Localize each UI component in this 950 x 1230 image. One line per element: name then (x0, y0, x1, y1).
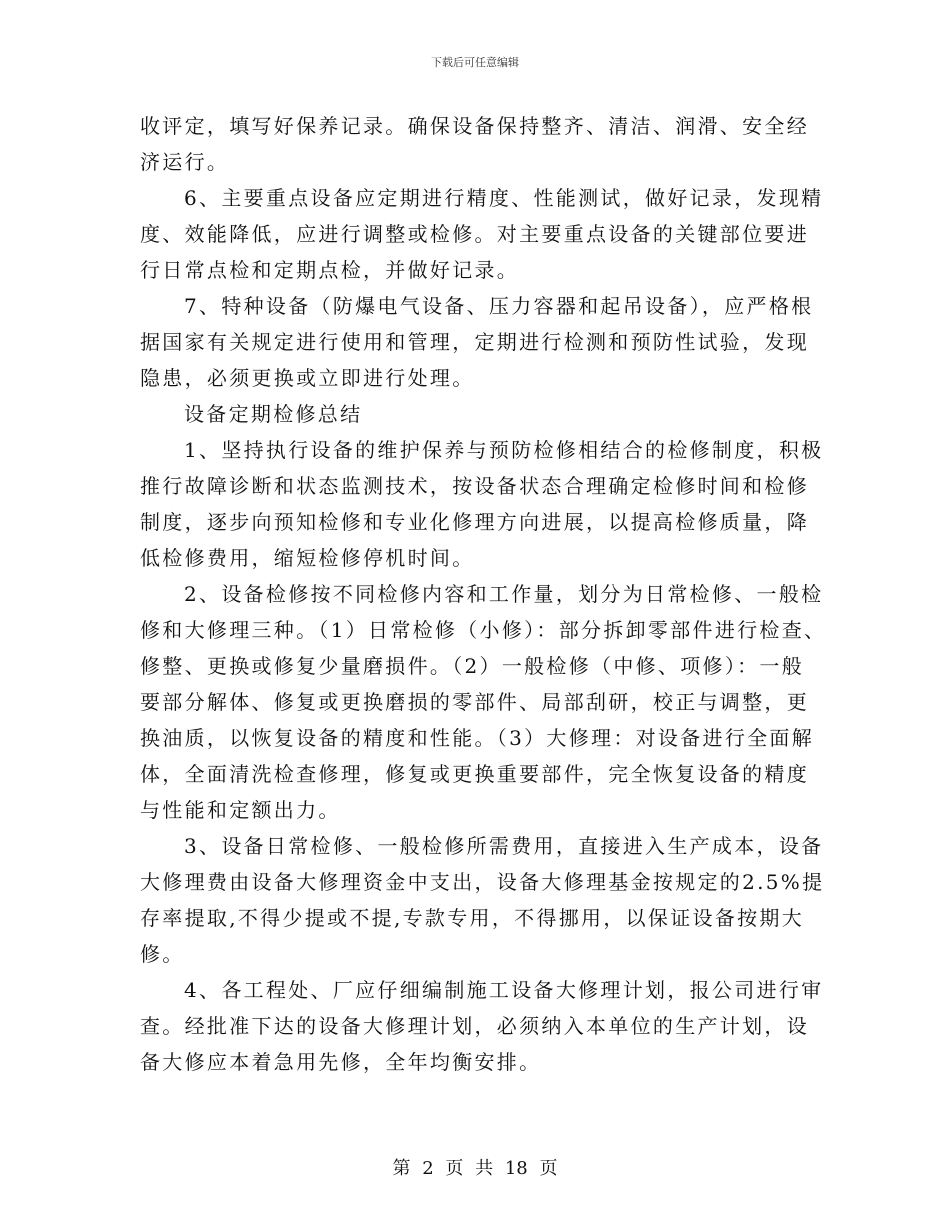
text-line: 修整、更换或修复少量磨损件。（2）一般检修（中修、项修）：一般 (140, 654, 805, 678)
page-number-footer: 第 2 页 共 18 页 (392, 1158, 558, 1179)
text-line: 要部分解体、修复或更换磨损的零部件、局部刮研，校正与调整，更 (140, 690, 809, 714)
text-line: 据国家有关规定进行使用和管理，定期进行检测和预防性试验，发现 (140, 330, 809, 354)
text-line: 2、设备检修按不同检修内容和工作量，划分为日常检修、一般检 (184, 582, 824, 606)
text-line: 换油质，以恢复设备的精度和性能。（3）大修理：对设备进行全面解 (140, 726, 815, 750)
text-line: 1、坚持执行设备的维护保养与预防检修相结合的检修制度，积极 (184, 438, 824, 462)
document-body (140, 108, 827, 1080)
text-line: 3、设备日常检修、一般检修所需费用，直接进入生产成本，设备 (184, 834, 824, 858)
text-line: 7、特种设备（防爆电气设备、压力容器和起吊设备），应严格根 (184, 294, 814, 318)
text-line: 制度，逐步向预知检修和专业化修理方向进展，以提高检修质量，降 (140, 510, 809, 534)
text-line: 修和大修理三种。（1）日常检修（小修）：部分拆卸零部件进行检查、 (140, 618, 827, 642)
text-line: 隐患，必须更换或立即进行处理。 (140, 366, 475, 390)
text-line: 修。 (140, 942, 185, 966)
text-line: 度、效能降低，应进行调整或检修。对主要重点设备的关键部位要进 (140, 222, 809, 246)
text-line: 设备定期检修总结 (184, 402, 363, 426)
text-line: 济运行。 (140, 150, 230, 174)
text-line: 4、各工程处、厂应仔细编制施工设备大修理计划，报公司进行审 (184, 978, 824, 1002)
text-line: 备大修应本着急用先修，全年均衡安排。 (140, 1050, 542, 1074)
text-line: 收评定，填写好保养记录。确保设备保持整齐、清洁、润滑、安全经 (140, 114, 809, 138)
text-line: 行日常点检和定期点检，并做好记录。 (140, 258, 520, 282)
text-line: 6、主要重点设备应定期进行精度、性能测试，做好记录，发现精 (184, 186, 824, 210)
text-line: 体，全面清洗检查修理，修复或更换重要部件，完全恢复设备的精度 (140, 762, 809, 786)
text-line: 推行故障诊断和状态监测技术，按设备状态合理确定检修时间和检修 (140, 474, 809, 498)
text-line: 查。经批准下达的设备大修理计划，必须纳入本单位的生产计划，设 (140, 1014, 809, 1038)
text-line: 存率提取,不得少提或不提,专款专用，不得挪用，以保证设备按期大 (140, 906, 805, 930)
page-header: 下载后可任意编辑 (431, 56, 519, 69)
text-line: 低检修费用，缩短检修停机时间。 (140, 546, 475, 570)
text-line: 与性能和定额出力。 (140, 798, 341, 822)
text-line: 大修理费由设备大修理资金中支出，设备大修理基金按规定的2.5%提 (140, 870, 825, 894)
